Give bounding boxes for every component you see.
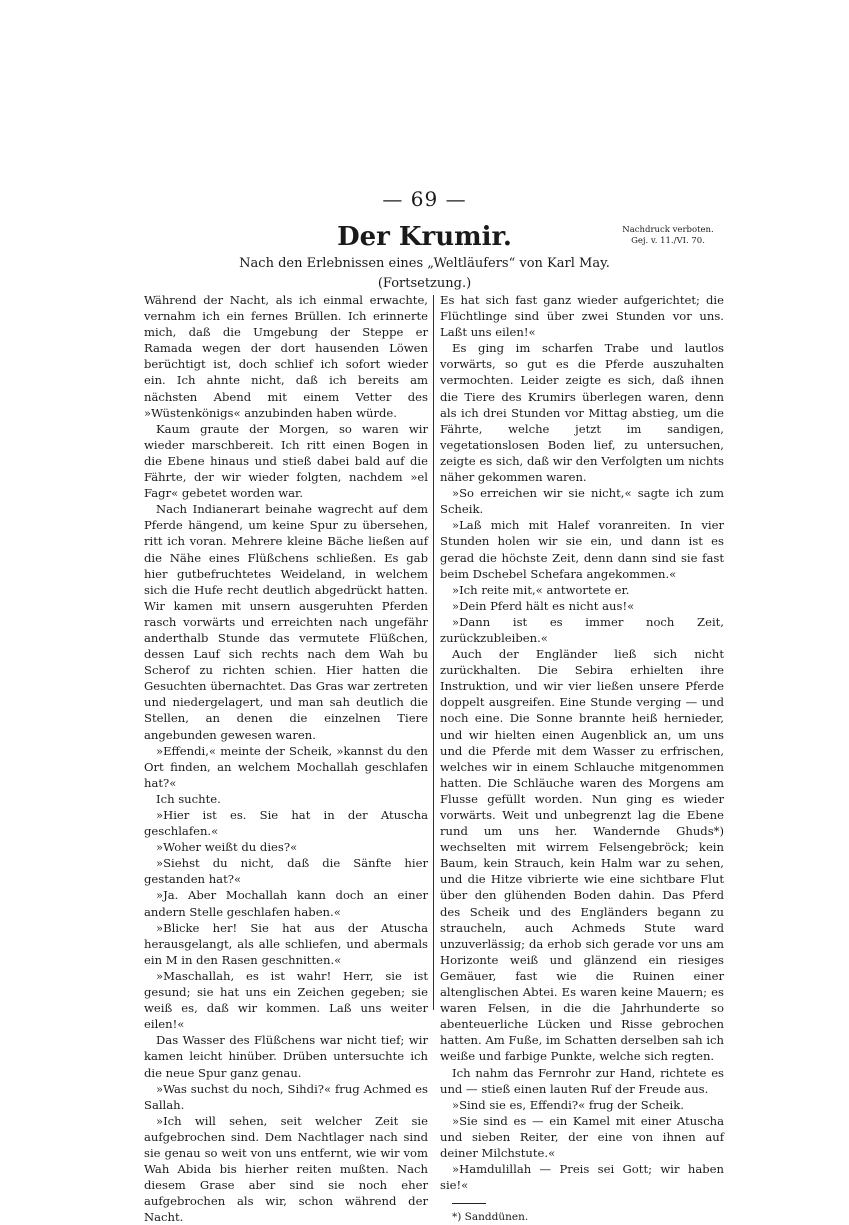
paragraph: »Blicke her! Sie hat aus der Atuscha herausgelangt, als alle schliefen, und abermals ein M in den Rasen geschnitten.« (144, 920, 428, 967)
footnote-rule (452, 1203, 486, 1204)
paragraph: »Hier ist es. Sie hat in der Atuscha geschlafen.« (144, 808, 428, 839)
paragraph: »Siehst du nicht, daß die Sänfte hier gestanden hat?« (144, 856, 428, 887)
paragraph: »Laß mich mit Halef voranreiten. In vier Stunden holen wir sie ein, und dann ist es gerad die höchste Zeit, denn dann sind sie fast beim Dschebel Schefara angekommen.« (440, 518, 724, 581)
left-column (144, 292, 428, 1225)
notice-line-1: Nachdruck verboten. (622, 225, 714, 235)
paragraph: »Sind sie es, Effendi?« frug der Scheik. (452, 1097, 684, 1112)
paragraph: Kaum graute der Morgen, so waren wir wieder marschbereit. Ich ritt einen Bogen in die Ebene hinaus und stieß dabei bald auf die Fährte, der wir wieder folgten, nachdem »el Fagr« gebetet worden war. (144, 421, 428, 501)
notice-line-2: Gej. v. 11./VI. 70. (631, 236, 705, 246)
paragraph: »Hamdulillah — Preis sei Gott; wir haben sie!« (440, 1162, 724, 1193)
paragraph: Es hat sich fast ganz wieder aufgerichtet; die Flüchtlinge sind über zwei Stunden vor uns. Laßt uns eilen!« (440, 293, 724, 340)
paragraph: »So erreichen wir sie nicht,« sagte ich zum Scheik. (440, 486, 724, 517)
copyright-notice (608, 225, 728, 247)
paragraph: »Dann ist es immer noch Zeit, zurückzubleiben.« (440, 614, 724, 645)
paragraph: Es ging im scharfen Trabe und lautlos vorwärts, so gut es die Pferde auszuhalten vermochten. Leider zeigte es sich, daß ihnen die Tiere des Krumirs überlegen waren, denn als ich drei Stunden vor Mittag abstieg, um die Fährte, welche jetzt im sandigen, vegetationslosen Boden lief, zu untersuchen, zeigte es sich, daß wir den Verfolgten um nichts näher gekommen waren. (440, 341, 724, 485)
paragraph: Nach Indianerart beinahe wagrecht auf dem Pferde hängend, um keine Spur zu übersehen, ritt ich voran. Mehrere kleine Bäche ließen auf die Nähe eines Flüßchens schließen. Es gab hier gutbefruchtetes Weideland, in welchem sich die Hufe recht deutlich abgedrückt hatten. Wir kamen mit unsern ausgeruhten Pferden rasch vorwärts und erreichten nach ungefähr anderthalb Stunde das vermutete Flüßchen, dessen Lauf sich rechts nach dem Wah bu Scherof zu richten schien. Hier hatten die Gesuchten übernachtet. Das Gras war zertreten und niedergelagert, und man sah deutlich die Stellen, an denen die einzelnen Tiere angebunden gewesen waren. (144, 502, 428, 742)
paragraph: Das Wasser des Flüßchens war nicht tief; wir kamen leicht hinüber. Drüben untersuchte ich die neue Spur ganz genau. (144, 1033, 428, 1080)
paragraph: »Ja. Aber Mochallah kann doch an einer andern Stelle geschlafen haben.« (144, 888, 428, 919)
paragraph: »Effendi,« meinte der Scheik, »kannst du den Ort finden, an welchem Mochallah geschlafen hat?« (144, 743, 428, 790)
paragraph: »Was suchst du noch, Sihdi?« frug Achmed es Sallah. (144, 1081, 428, 1112)
paragraph: »Woher weißt du dies?« (156, 840, 298, 855)
page-number: — 69 — (382, 187, 467, 211)
paragraph: »Ich will sehen, seit welcher Zeit sie aufgebrochen sind. Dem Nachtlager nach sind sie genau so weit von uns entfernt, wie wir vom Wah Abida bis hierher reiten mußten. Nach diesem Grase aber sind sie noch eher aufgebrochen als wir, schon während der Nacht. (144, 1113, 428, 1225)
article-subtitle: Nach den Erlebnissen eines „Weltläufers“ von Karl May. (239, 256, 610, 271)
paragraph: Ich nahm das Fernrohr zur Hand, richtete es und — stieß einen lauten Ruf der Freude aus. (440, 1065, 724, 1096)
paragraph: »Maschallah, es ist wahr! Herr, sie ist gesund; sie hat uns ein Zeichen gegeben; sie weiß es, daß wir kommen. Laß uns weiter eilen!« (144, 968, 428, 1032)
paragraph: »Dein Pferd hält es nicht aus!« (452, 598, 635, 613)
paragraph: »Ich reite mit,« antwortete er. (452, 582, 630, 597)
paragraph: Ich suchte. (156, 791, 221, 806)
paragraph: »Sie sind es — ein Kamel mit einer Atuscha und sieben Reiter, der eine von ihnen auf deiner Milchstute.« (440, 1113, 724, 1160)
right-column (440, 292, 724, 1224)
paragraph: Auch der Engländer ließ sich nicht zurückhalten. Die Sebira erhielten ihre Instruktion, und wir vier ließen unsere Pferde doppelt ausgreifen. Eine Stunde verging — und noch eine. Die Sonne brannte heiß hernieder, und wir hielten einen Augenblick an, um uns und die Pferde mit dem Wasser zu erfrischen, welches wir in einem Schlauche mitgenommen hatten. Die Schläuche waren des Morgens am Flusse gefüllt worden. Nun ging es wieder vorwärts. Weit und unbegrenzt lag die Ebene rund um uns her. Wandernde Ghuds*) wechselten mit wirrem Felsengebröck; kein Baum, kein Strauch, kein Halm war zu sehen, und die Hitze vibrierte wie eine sichtbare Flut über den glühenden Boden dahin. Das Pferd des Scheik und des Engländers begann zu straucheln, auch Achmeds Stute ward unzuverlässig; da erhob sich gerade vor uns am Horizonte weiß und glänzend ein riesiges Gemäuer, fast wie die Ruinen einer altenglischen Abtei. Es waren keine Mauern; es waren Felsen, in die die Jahrhunderte so abenteuerliche Lücken und Risse gebrochen hatten. Am Fuße, im Schatten derselben sah ich weiße und farbige Punkte, welche sich regten. (440, 647, 724, 1064)
column-divider (433, 295, 434, 1010)
footnote: *) Sanddünen. (452, 1211, 529, 1224)
continuation-note: (Fortsetzung.) (377, 276, 472, 291)
paragraph: Während der Nacht, als ich einmal erwachte, vernahm ich ein fernes Brüllen. Ich erinnerte mich, daß die Umgebung der Steppe er Ramada wegen der dort hausenden Löwen berüchtigt ist, doch schlief ich sofort wieder ein. Ich ahnte nicht, daß ich bereits am nächsten Abend mit einem Vetter des »Wüstenkönigs« anzubinden haben würde. (144, 293, 428, 420)
article-title: Der Krumir. (337, 222, 512, 252)
